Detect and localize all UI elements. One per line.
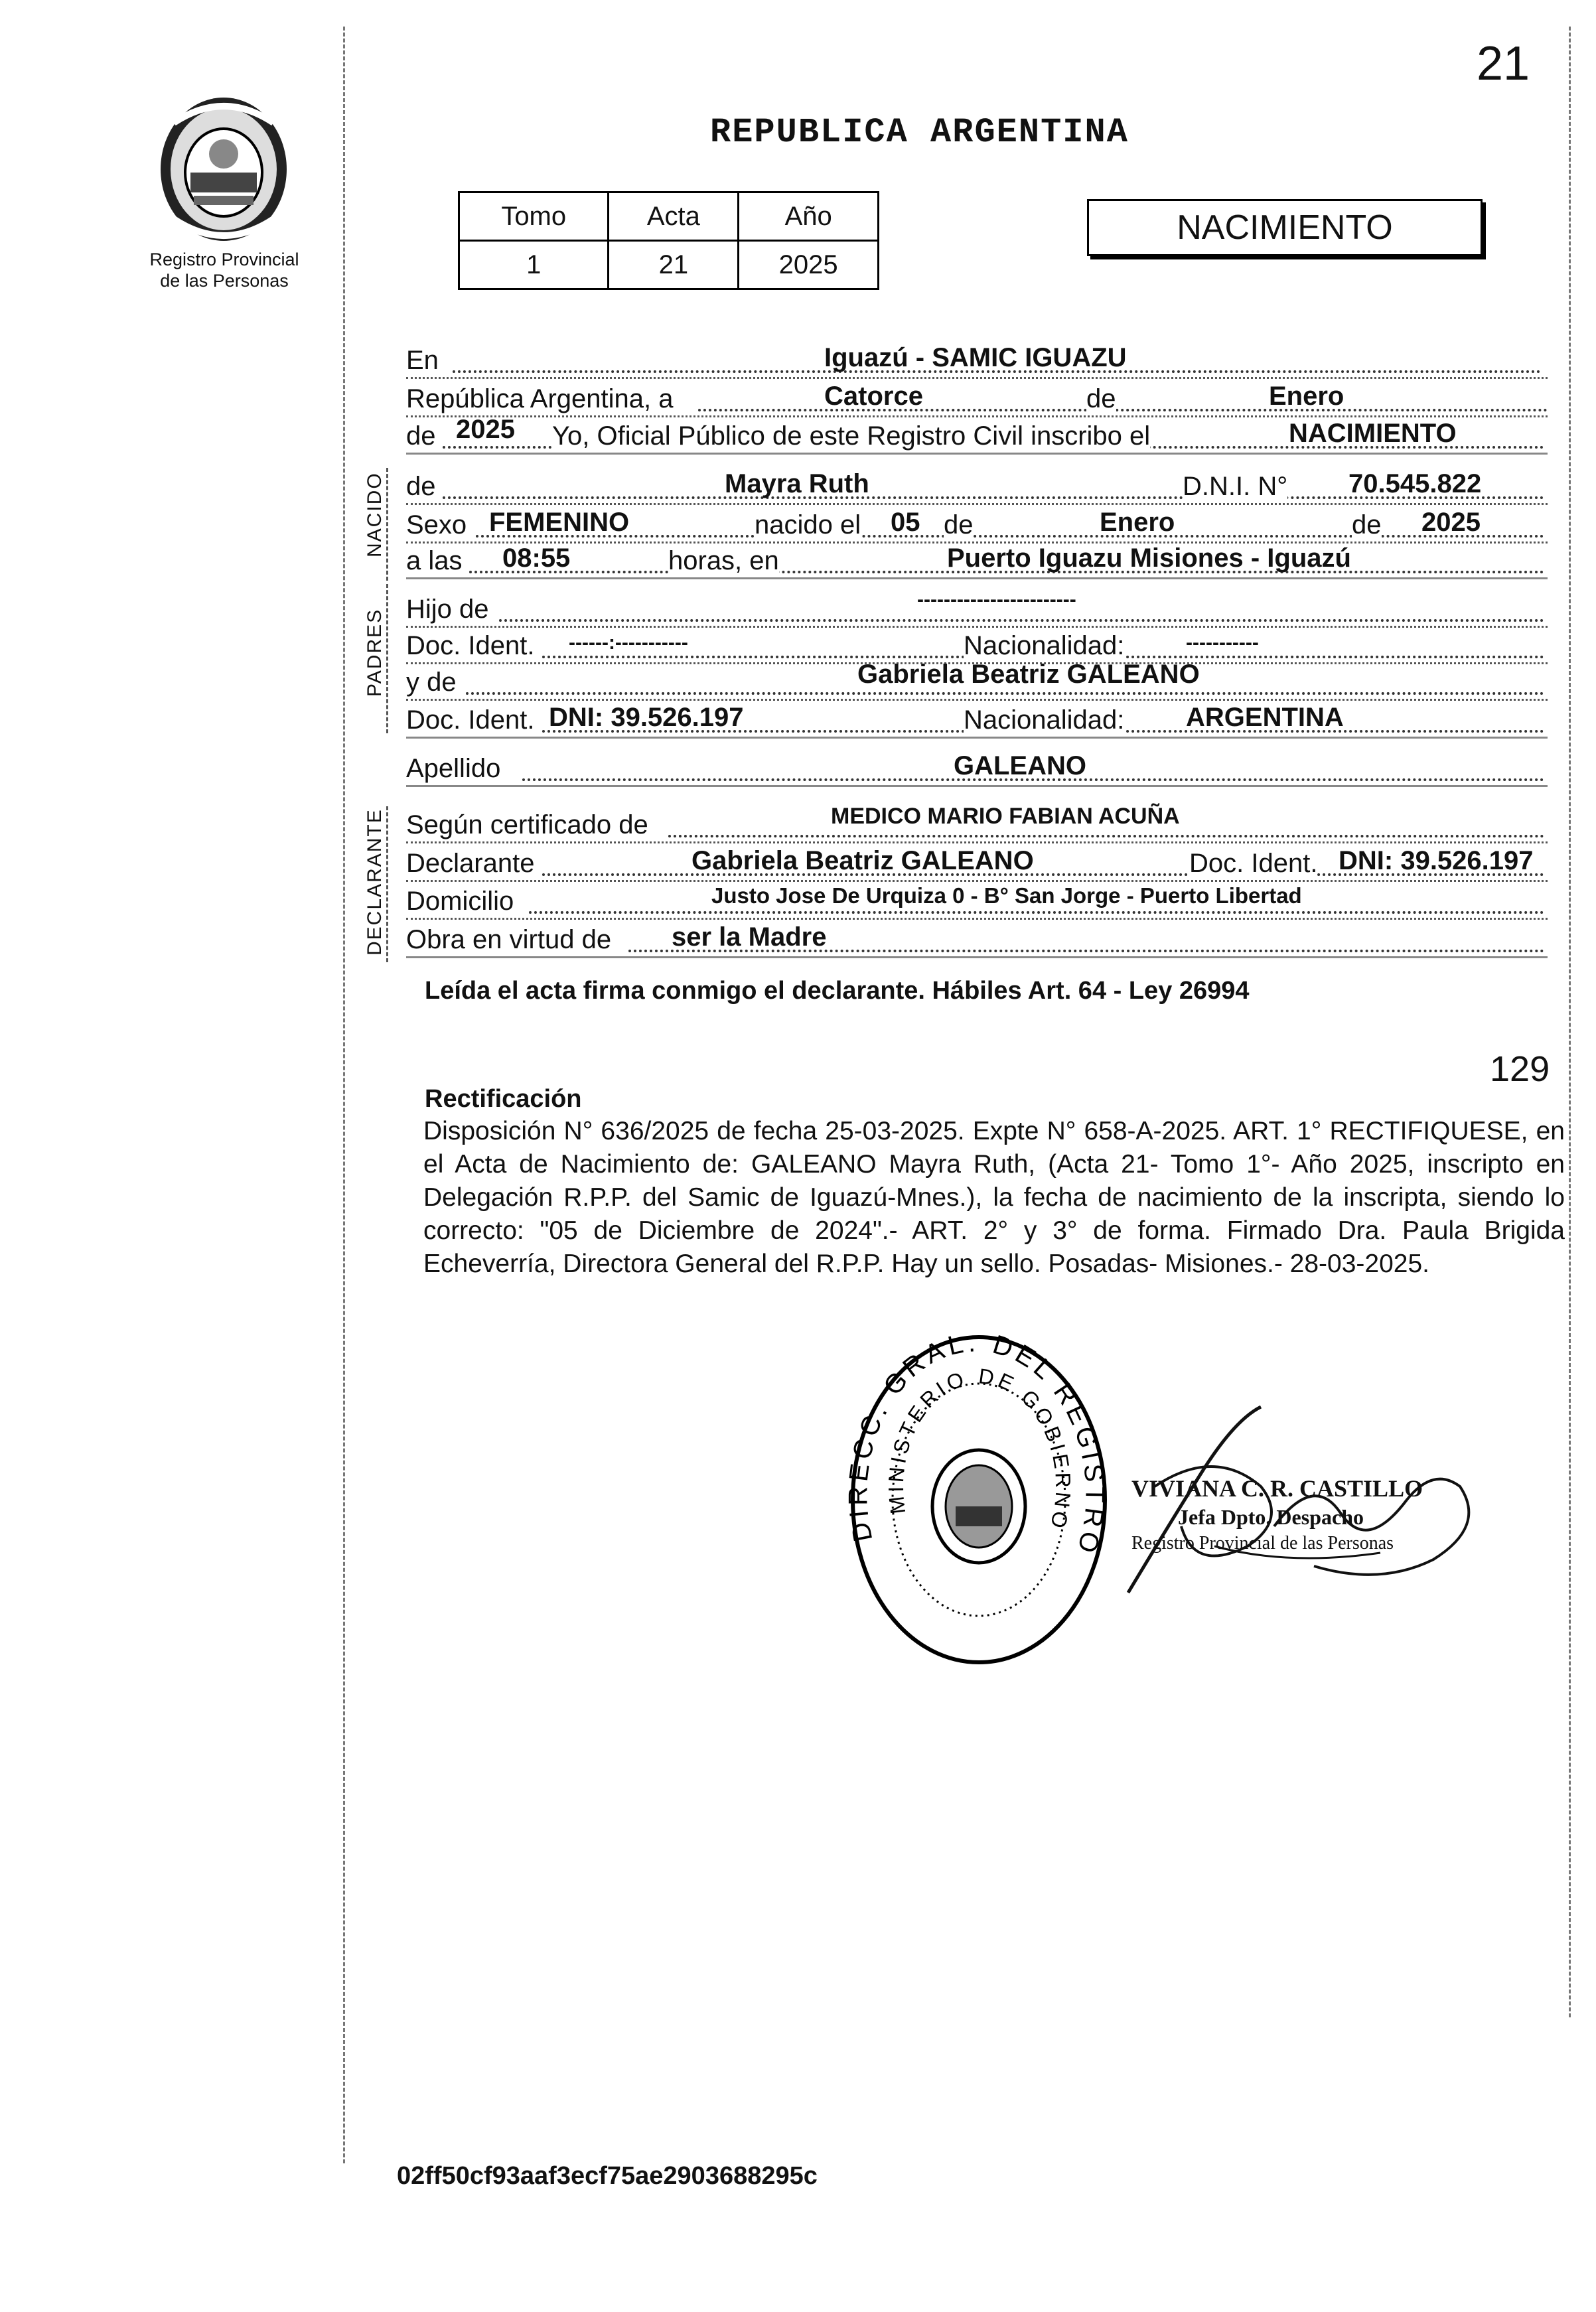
- value-anio: 2025: [739, 241, 879, 289]
- label-horas-en: horas, en: [668, 546, 779, 575]
- left-margin-line: [343, 27, 345, 2163]
- value-father: ------------------------: [917, 589, 1076, 611]
- label-segun: Según certificado de: [406, 810, 648, 839]
- label-de-year: de: [406, 421, 436, 451]
- header-anio: Año: [739, 192, 879, 241]
- value-year: 2025: [456, 415, 515, 444]
- label-de2: de: [944, 510, 974, 540]
- value-address: Justo Jose De Urquiza 0 - B° San Jorge - Puerto Libertad: [711, 883, 1302, 908]
- signatory-role: Jefa Dpto. Despacho: [1178, 1505, 1364, 1529]
- label-y-de: y de: [406, 668, 457, 697]
- issuer-line2: de las Personas: [160, 271, 289, 291]
- label-de-name: de: [406, 472, 436, 501]
- official-stamp: [833, 1321, 1131, 1672]
- row-sex: [406, 503, 1548, 543]
- label-apellido: Apellido: [406, 754, 501, 783]
- value-mother: Gabriela Beatriz GALEANO: [857, 660, 1200, 689]
- row-mother-doc: [406, 698, 1548, 739]
- stamp-outer-text: DIRECC. GRAL. DEL REGISTRO: [843, 1328, 1110, 1560]
- value-month: Enero: [1269, 382, 1344, 411]
- closing-statement: Leída el acta firma conmigo el declarante. Hábiles Art. 64 - Ley 26994: [425, 977, 1250, 1005]
- value-father-doc: ------:-----------: [569, 632, 688, 654]
- value-mother-doc: DNI: 39.526.197: [549, 703, 744, 732]
- row-name: [406, 465, 1548, 505]
- value-dni: 70.545.822: [1348, 469, 1482, 498]
- row-mother: [406, 660, 1548, 701]
- row-declarant: [406, 841, 1548, 882]
- value-surname: GALEANO: [954, 751, 1086, 780]
- label-doc-ident2: Doc. Ident.: [406, 705, 535, 735]
- label-de3: de: [1352, 510, 1382, 540]
- label-obra: Obra en virtud de: [406, 925, 612, 954]
- row-certificate: [406, 803, 1548, 843]
- rectification-title: Rectificación: [425, 1085, 582, 1113]
- page-number: 21: [1477, 37, 1530, 90]
- label-a-las: a las: [406, 546, 463, 575]
- row-father: [406, 587, 1548, 628]
- label-declarante: Declarante: [406, 849, 535, 878]
- value-time: 08:55: [502, 543, 571, 573]
- row-surname: [406, 747, 1548, 787]
- section-label-padres: PADRES: [364, 608, 386, 697]
- label-doc-ident3: Doc. Ident.: [1189, 849, 1318, 878]
- page-number-secondary: 129: [1490, 1049, 1550, 1089]
- label-nacionalidad: Nacionalidad:: [964, 631, 1125, 660]
- value-acta: 21: [609, 241, 739, 289]
- value-sex: FEMENINO: [489, 508, 630, 537]
- rectification-text: Disposición N° 636/2025 de fecha 25-03-2025. Expte N° 658-A-2025. ART. 1° RECTIFIQUESE, en el Acta de Nacimiento de: GALEANO Mayra Ruth, (Acta 21- Tomo 1°- Año 2025, inscripto en Delegación R.P.P. del Samic de Iguazú-Mnes.), la fecha de nacimiento de la inscripta, siendo lo correcto: "05 de Diciembre de 2024".- ART. 2° y 3° de forma. Firmado Dra. Paula Brigida Echeverría, Directora General del R.P.P. Hay un sello. Posadas- Misiones.- 28-03-2025.: [423, 1117, 1565, 1278]
- header-acta: Acta: [609, 192, 739, 241]
- row-reason: [406, 918, 1548, 958]
- record-type-box: NACIMIENTO: [1087, 199, 1483, 256]
- value-birth-day: 05: [891, 508, 920, 537]
- label-dni: D.N.I. N°: [1183, 472, 1288, 501]
- value-reason: ser la Madre: [672, 922, 827, 952]
- row-address: [406, 879, 1548, 920]
- value-birth-month: Enero: [1100, 508, 1175, 537]
- label-yo: Yo, Oficial Público de este Registro Civil inscribo el: [552, 421, 1151, 451]
- value-place: Iguazú - SAMIC IGUAZU: [824, 343, 1127, 372]
- row-place: [406, 338, 1548, 379]
- signatory-name: VIVIANA C. R. CASTILLO: [1131, 1475, 1423, 1502]
- value-birth-place: Puerto Iguazu Misiones - Iguazú: [947, 543, 1351, 573]
- row-time: [406, 539, 1548, 579]
- value-father-nationality: -----------: [1186, 632, 1259, 654]
- row-date: [406, 377, 1548, 417]
- label-de: de: [1086, 384, 1116, 413]
- value-certificate: MEDICO MARIO FABIAN ACUÑA: [831, 804, 1180, 829]
- value-tomo: 1: [459, 241, 609, 289]
- header-tomo: Tomo: [459, 192, 609, 241]
- row-year: [406, 414, 1548, 455]
- right-margin-line: [1569, 27, 1571, 2017]
- value-name: Mayra Ruth: [725, 469, 869, 498]
- label-sexo: Sexo: [406, 510, 467, 540]
- signatory-organization: Registro Provincial de las Personas: [1131, 1533, 1394, 1553]
- registry-table: [458, 191, 879, 290]
- value-declarant-doc: DNI: 39.526.197: [1339, 846, 1534, 875]
- province-seal-logo: [154, 93, 293, 246]
- value-day: Catorce: [824, 382, 923, 411]
- row-father-doc: [406, 624, 1548, 664]
- issuer-line1: Registro Provincial: [149, 250, 299, 269]
- value-type: NACIMIENTO: [1289, 419, 1457, 448]
- section-label-nacido: NACIDO: [364, 472, 386, 557]
- value-birth-year: 2025: [1421, 508, 1481, 537]
- page-title: REPUBLICA ARGENTINA: [710, 113, 1129, 152]
- label-nacionalidad2: Nacionalidad:: [964, 705, 1125, 735]
- label-domicilio: Domicilio: [406, 887, 514, 916]
- label-en: En: [406, 346, 439, 375]
- label-republica: República Argentina, a: [406, 384, 674, 413]
- label-doc-ident: Doc. Ident.: [406, 631, 535, 660]
- stamp-inner-text: MINISTERIO DE GOBIERNO: [883, 1364, 1076, 1534]
- section-label-declarante: DECLARANTE: [364, 808, 386, 956]
- label-nacido-el: nacido el: [755, 510, 861, 540]
- document-hash: 02ff50cf93aaf3ecf75ae2903688295c: [397, 2162, 818, 2190]
- value-declarant: Gabriela Beatriz GALEANO: [691, 846, 1034, 875]
- label-hijo-de: Hijo de: [406, 595, 489, 624]
- value-mother-nationality: ARGENTINA: [1186, 703, 1344, 732]
- handwritten-signature: [1115, 1394, 1487, 1613]
